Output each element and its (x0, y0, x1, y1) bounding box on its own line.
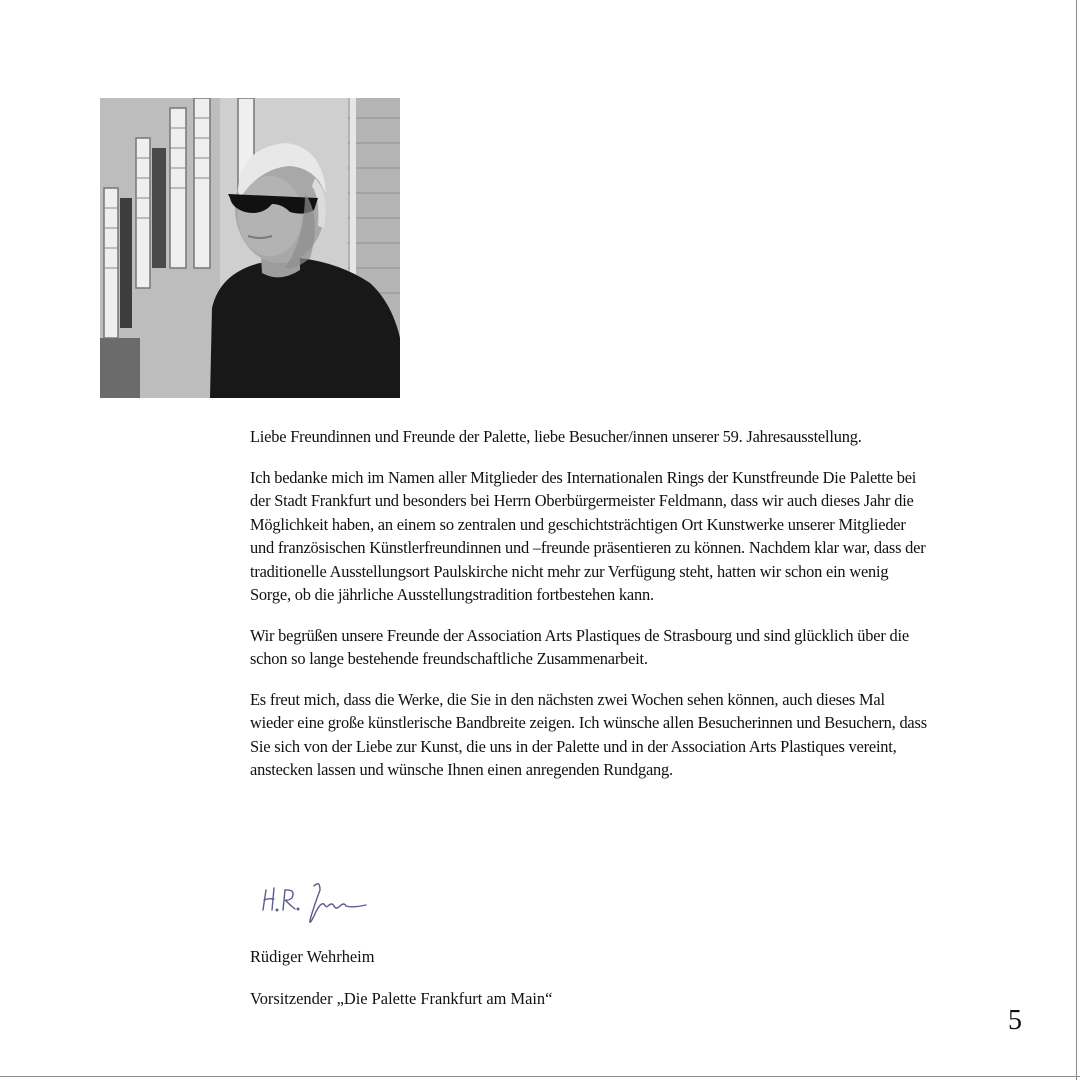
page-edge-bottom (0, 1076, 1080, 1077)
page-number: 5 (1008, 1005, 1022, 1036)
page-edge-right (1076, 0, 1077, 1080)
welcome-paragraph: Wir begrüßen unsere Freunde der Association Arts Plastiques de Strasbourg und sind glücklich über die schon so lange bestehende freundschaftliche Zusammenarbeit. (250, 625, 909, 668)
letter-body (250, 425, 930, 799)
handwritten-signature (254, 872, 384, 932)
author-portrait-photo (100, 98, 400, 398)
closing-paragraph: Es freut mich, dass die Werke, die Sie in den nächsten zwei Wochen sehen können, auch dieses Mal wieder eine große künstlerische Bandbreite zeigen. Ich wünsche allen Besucherinnen und Besuchern, dass Sie sich von der Liebe zur Kunst, die uns in der Palette und in der Association Arts Plastiques vereint, anstecken lassen und wünsche Ihnen einen anregenden Rundgang. (250, 689, 927, 779)
author-role: Vorsitzender „Die Palette Frankfurt am Main“ (250, 989, 553, 1008)
salutation-paragraph: Liebe Freundinnen und Freunde der Palette, liebe Besucher/innen unserer 59. Jahresausstellung. (250, 427, 862, 446)
thanks-paragraph: Ich bedanke mich im Namen aller Mitglieder des Internationalen Rings der Kunstfreunde Die Palette bei der Stadt Frankfurt und besonders bei Herrn Oberbürgermeister Feldmann, dass wir auch dieses Jahr die Möglichkeit haben, an einem so zentralen und geschichtsträchtigen Ort Kunstwerke unserer Mitglieder und französischen Künstlerfreundinnen und –freunde präsentieren zu können. Nachdem klar war, dass der traditionelle Ausstellungsort Paulskirche nicht mehr zur Verfügung steht, hatten wir schon ein wenig Sorge, ob die jährliche Ausstellungstradition fortbestehen kann. (250, 467, 926, 604)
author-name: Rüdiger Wehrheim (250, 947, 375, 966)
